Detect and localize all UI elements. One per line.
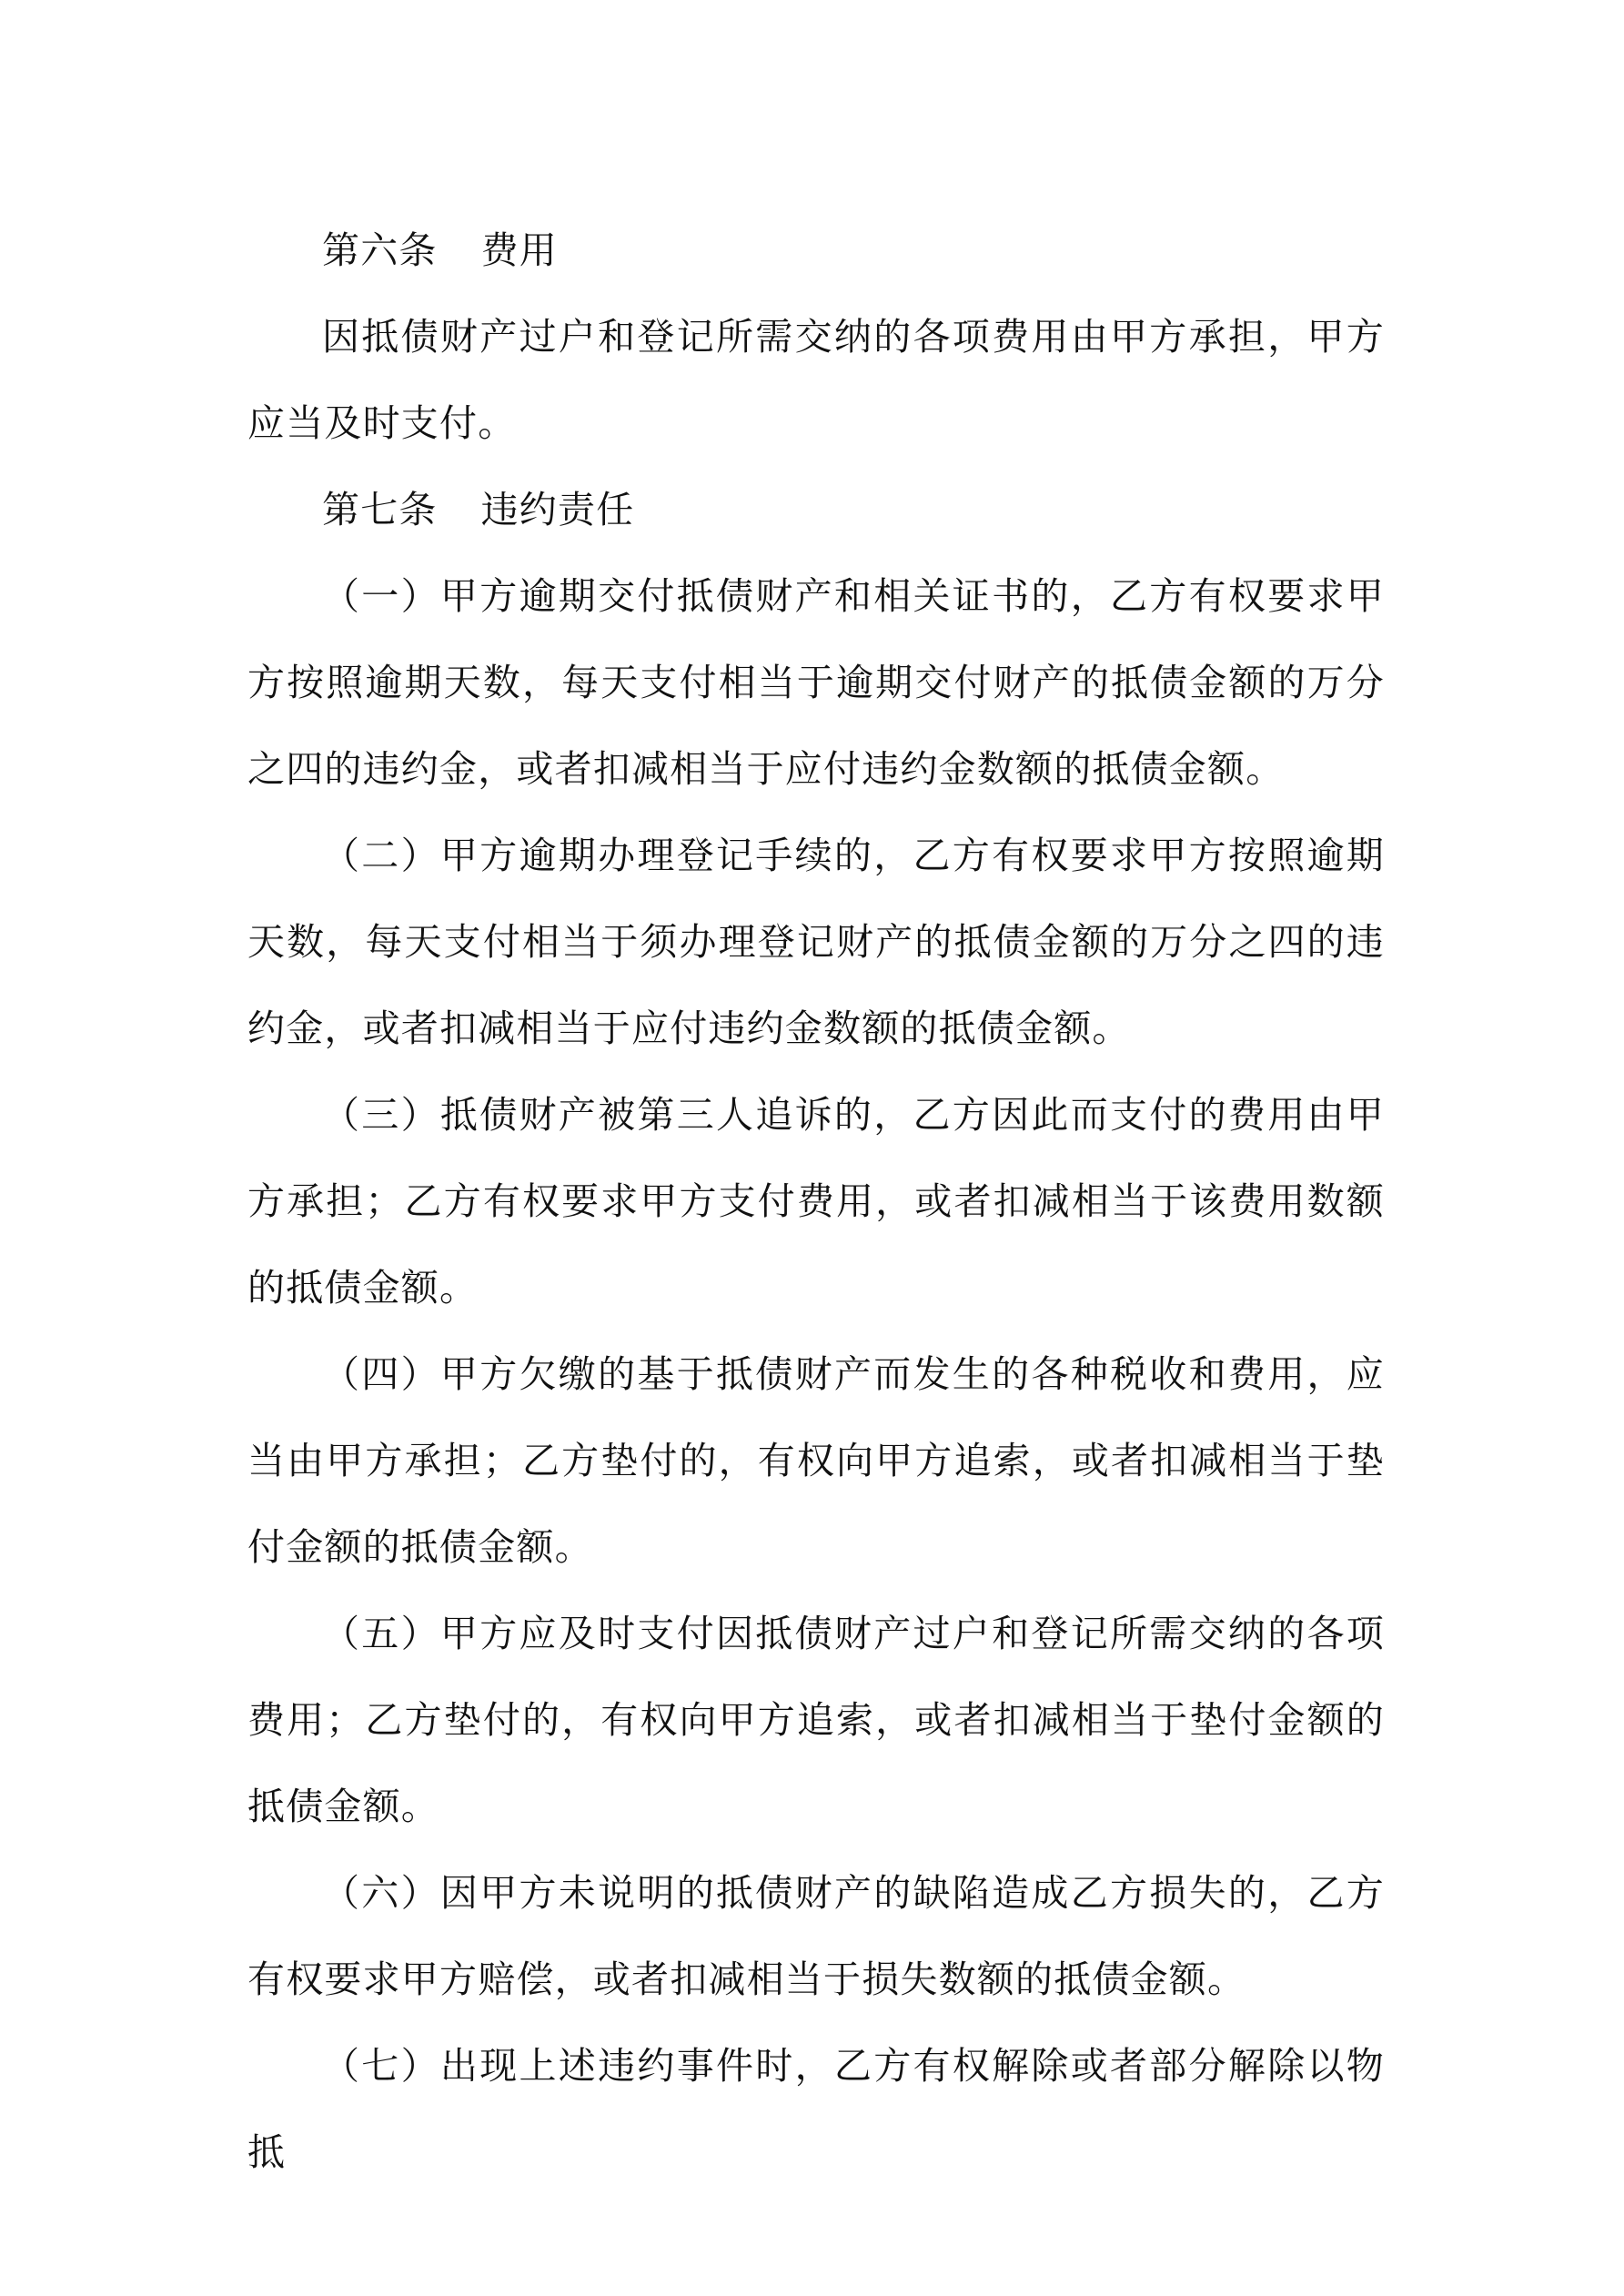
article-7-item-6: （六）因甲方未说明的抵债财产的缺陷造成乙方损失的，乙方有权要求甲方赔偿，或者扣减相当于损失数额的抵债金额。 bbox=[247, 1871, 1385, 2001]
article-7-item-2: （二）甲方逾期办理登记手续的，乙方有权要求甲方按照逾期天数，每天支付相当于须办理登记财产的抵债金额的万分之四的违约金，或者扣减相当于应付违约金数额的抵债金额。 bbox=[247, 834, 1385, 1050]
article-6-number: 第六条 bbox=[322, 228, 438, 272]
article-7-item-1: （一）甲方逾期交付抵债财产和相关证书的，乙方有权要求甲方按照逾期天数，每天支付相当于逾期交付财产的抵债金额的万分之四的违约金，或者扣减相当于应付违约金数额的抵债金额。 bbox=[247, 574, 1385, 791]
article-7-heading bbox=[247, 467, 1385, 553]
article-7-item-7: （七）出现上述违约事件时，乙方有权解除或者部分解除以物抵 bbox=[247, 2044, 1385, 2174]
article-7-item-5: （五）甲方应及时支付因抵债财产过户和登记所需交纳的各项费用；乙方垫付的，有权向甲方追索，或者扣减相当于垫付金额的抵债金额。 bbox=[247, 1612, 1385, 1828]
article-6-heading bbox=[247, 207, 1385, 294]
article-7-number: 第七条 bbox=[322, 488, 438, 531]
article-7-item-4: （四）甲方欠缴的基于抵债财产而发生的各种税收和费用，应当由甲方承担；乙方垫付的，有权向甲方追索，或者扣减相当于垫付金额的抵债金额。 bbox=[247, 1352, 1385, 1569]
article-7-item-3: （三）抵债财产被第三人追诉的，乙方因此而支付的费用由甲方承担；乙方有权要求甲方支付费用，或者扣减相当于该费用数额的抵债金额。 bbox=[247, 1093, 1385, 1310]
document-content bbox=[247, 207, 1385, 2196]
article-6-title: 费用 bbox=[480, 228, 559, 272]
article-7-title: 违约责任 bbox=[480, 488, 635, 531]
article-6-body: 因抵债财产过户和登记所需交纳的各项费用由甲方承担，甲方应当及时支付。 bbox=[247, 315, 1385, 445]
